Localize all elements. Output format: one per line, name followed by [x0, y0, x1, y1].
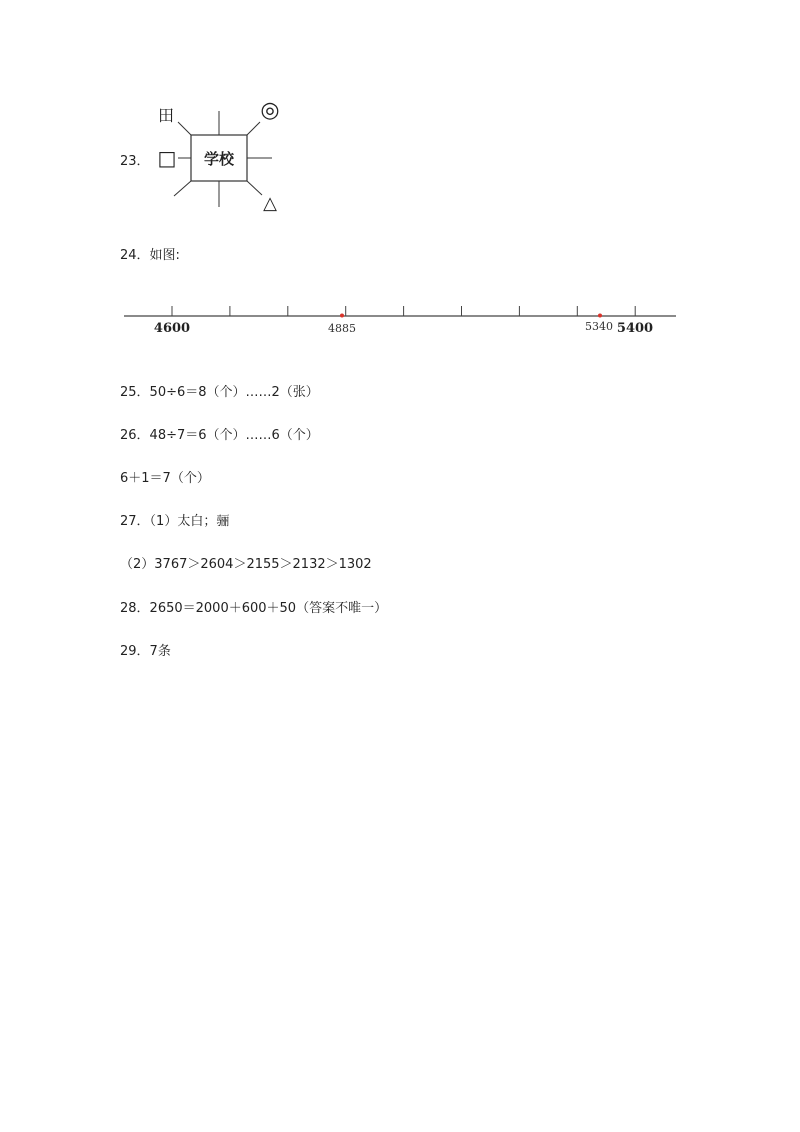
- ray-northeast: [247, 122, 260, 135]
- marker-5340: [598, 314, 602, 318]
- ray-northwest: [178, 122, 191, 135]
- answer-29: 29．7条: [120, 644, 171, 659]
- q23-number: 23．: [120, 154, 150, 169]
- symbol-left: □: [157, 146, 177, 170]
- q24-title: 24．如图:: [120, 248, 180, 263]
- number-line: [120, 300, 680, 340]
- label-5340: 5340: [585, 320, 613, 333]
- symbol-top-right: ◎: [260, 98, 280, 123]
- label-4600: 4600: [153, 321, 191, 336]
- answer-28: 28．2650＝2000＋600＋50（答案不唯一）: [120, 601, 388, 616]
- answer-26-line1: 26．48÷7＝6（个）……6（个）: [120, 428, 319, 443]
- answer-25: 25．50÷6＝8（个）……2（张）: [120, 385, 319, 400]
- marker-4885: [340, 314, 344, 318]
- answer-27-line2: （2）3767＞2604＞2155＞2132＞1302: [120, 557, 372, 572]
- answer-27-line1: 27．（1）太白；骊: [120, 514, 230, 529]
- school-label: 学校: [203, 150, 235, 168]
- label-5400: 5400: [616, 321, 654, 336]
- ray-southwest: [174, 181, 191, 196]
- answer-26-line2: 6＋1＝7（个）: [120, 471, 210, 486]
- symbol-top-left: 田: [157, 106, 175, 125]
- label-4885: 4885: [328, 322, 356, 335]
- number-line-ticks: [172, 306, 635, 316]
- school-direction-diagram: [150, 95, 290, 220]
- symbol-bottom-right: △: [263, 193, 277, 214]
- ray-southeast: [247, 181, 262, 195]
